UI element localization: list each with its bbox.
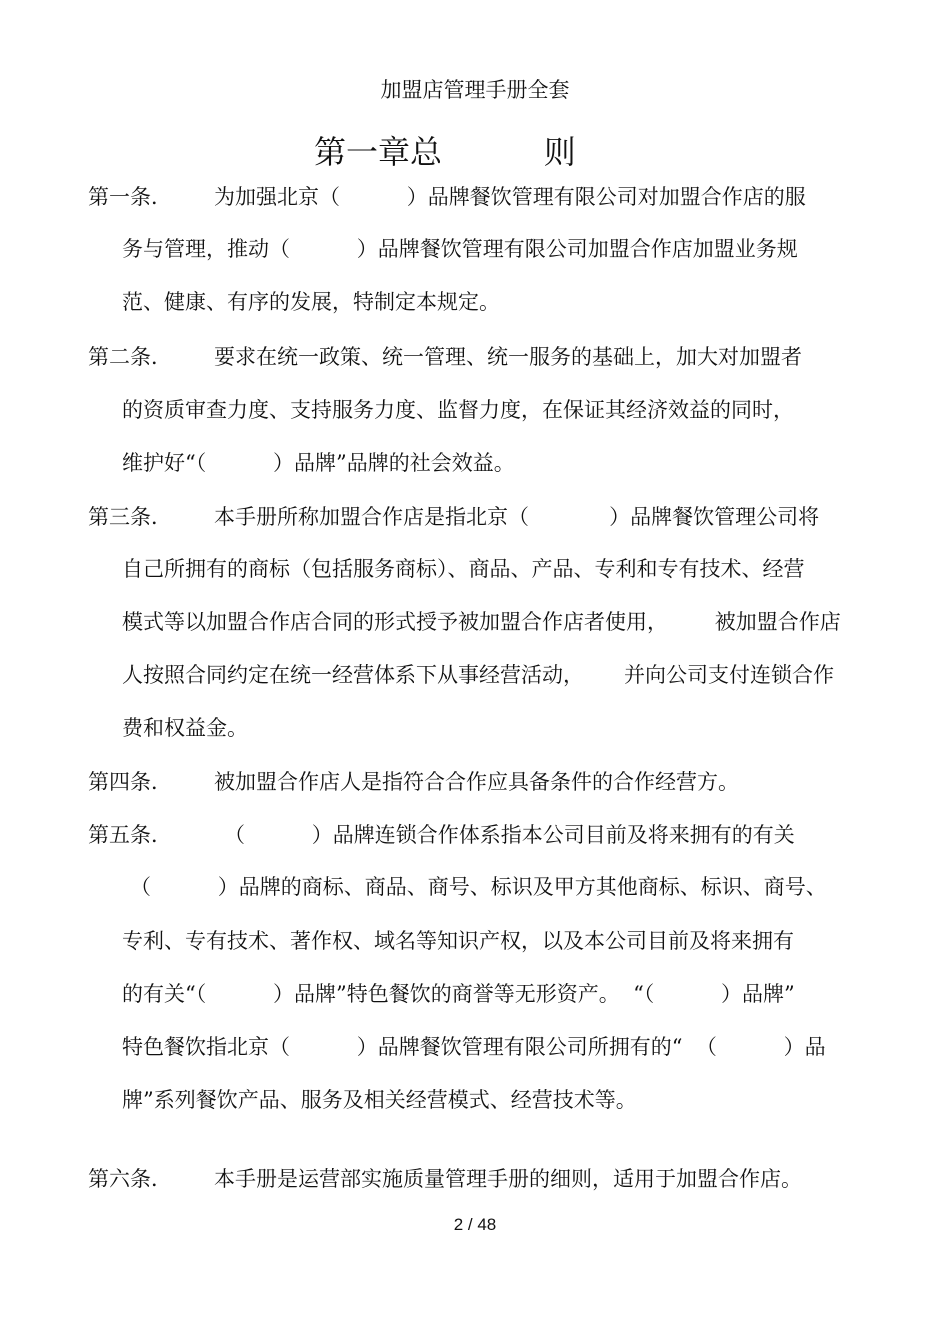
article-line: （ ）品牌的商标、商品、商号、标识及甲方其他商标、标识、商号、 [130, 875, 827, 899]
article-line: 模式等以加盟合作店合同的形式授予被加盟合作店者使用， 被加盟合作店 [122, 610, 841, 634]
article-line: 本手册所称加盟合作店是指北京（ ）品牌餐饮管理公司将 [214, 505, 820, 529]
article-line: 的有关“（ ）品牌”特色餐饮的商誉等无形资产。 “（ ）品牌” [122, 982, 795, 1006]
article-label: 第二条． [88, 345, 172, 369]
article-line: （ ）品牌连锁合作体系指本公司目前及将来拥有的有关 [224, 823, 795, 847]
article-label: 第六条． [88, 1167, 172, 1191]
article-line: 的资质审查力度、支持服务力度、监督力度，在保证其经济效益的同时， [122, 398, 794, 422]
chapter-heading: 第一章总 则 [314, 133, 576, 171]
article-line: 务与管理，推动（ ）品牌餐饮管理有限公司加盟合作店加盟业务规 [122, 237, 798, 261]
article-label: 第三条． [88, 505, 172, 529]
article-label: 第五条． [88, 823, 172, 847]
article-label: 第一条． [88, 185, 172, 209]
article-line: 费和权益金。 [122, 716, 248, 740]
article-line: 被加盟合作店人是指符合合作应具备条件的合作经营方。 [214, 770, 739, 794]
article-line: 人按照合同约定在统一经营体系下从事经营活动， 并向公司支付连锁合作 [122, 663, 835, 687]
article-line: 范、健康、有序的发展，特制定本规定。 [122, 290, 500, 314]
article-line: 本手册是运营部实施质量管理手册的细则，适用于加盟合作店。 [214, 1167, 802, 1191]
page-number: 2 / 48 [453, 1215, 497, 1234]
article-line: 专利、专有技术、著作权、域名等知识产权，以及本公司目前及将来拥有 [122, 929, 794, 953]
article-line: 维护好“（ ）品牌”品牌的社会效益。 [122, 451, 515, 475]
article-line: 要求在统一政策、统一管理、统一服务的基础上，加大对加盟者 [214, 345, 802, 369]
article-line: 特色餐饮指北京（ ）品牌餐饮管理有限公司所拥有的“ （ ）品 [122, 1035, 826, 1059]
article-line: 为加强北京（ ）品牌餐饮管理有限公司对加盟合作店的服 [214, 185, 806, 209]
article-label: 第四条． [88, 770, 172, 794]
document-title: 加盟店管理手册全套 [380, 78, 570, 102]
article-line: 自己所拥有的商标（包括服务商标）、商品、产品、专利和专有技术、经营 [122, 557, 805, 581]
article-line: 牌”系列餐饮产品、服务及相关经营模式、经营技术等。 [122, 1088, 637, 1112]
